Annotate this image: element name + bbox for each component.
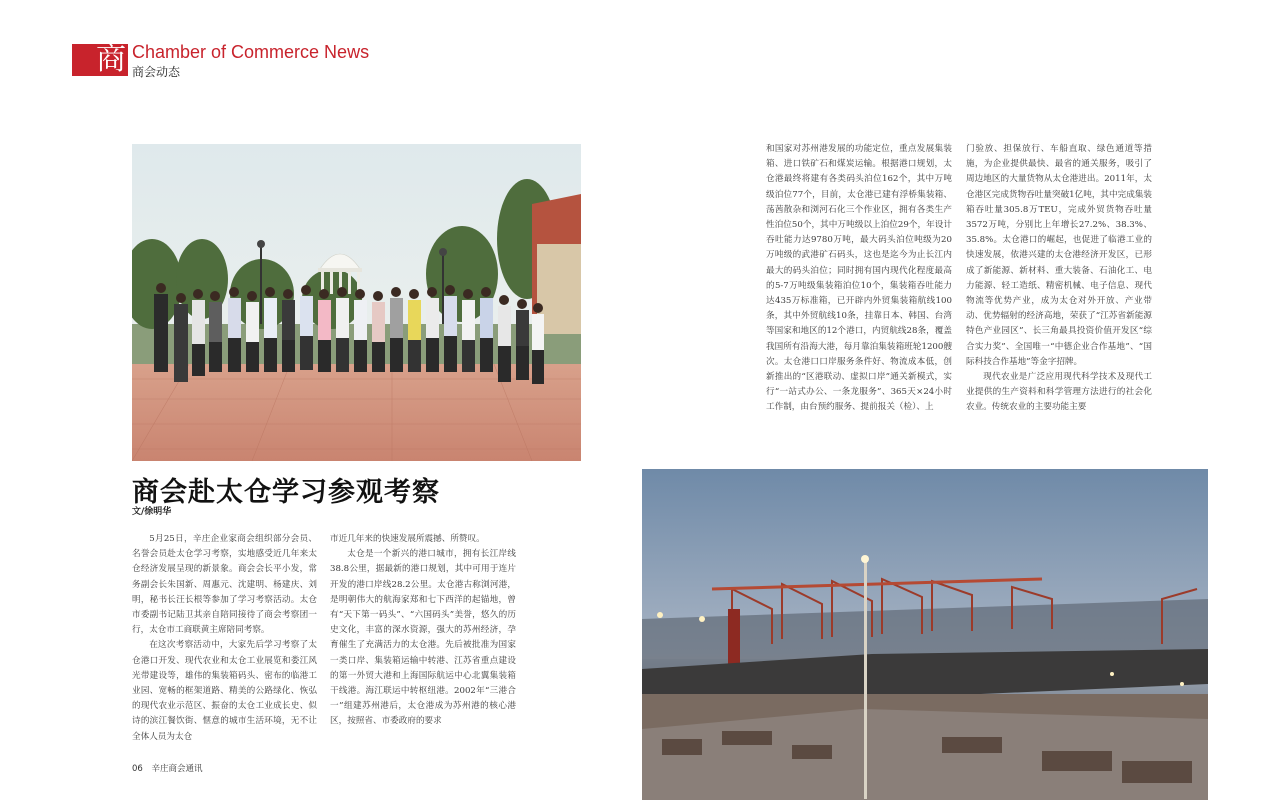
article-column-2 [330,532,516,760]
page-footer [132,762,203,774]
article-paragraph: 市近几年来的快速发展所震撼、所赞叹。 [330,534,485,544]
port-photo [642,469,1208,800]
port-photo-image [642,469,1208,800]
article-paragraph: 门验放、担保放行、车船直取、绿色通道等措施，为企业提供最快、最省的通关服务，吸引了周边地区的大量货物从太仓港进出。2011年，太仓港区完成货物吞吐量突破1亿吨，其中完成集装箱吞吐量305.8万TEU，完成外贸货物吞吐量3572万吨，分别比上年增长27.2%、38.3%、35.8%。太仓港口的崛起，也促进了临港工业的快速发展，依港兴建的太仓港经济开发区，已形成了新能源、新材料、重大装备、石油化工、电力能源、轻工造纸、精密机械、电子信息、现代物流等优势产业，成为太仓对外开放、产业带动、优势辐射的经济高地，荣获了“江苏省新能源特色产业园区”、长三角最具投资价值开发区“综合实力奖”、全国唯一“中德企业合作基地”、“国际科技合作基地”等金字招牌。 [966,144,1152,367]
article-paragraph: 太仓是一个新兴的港口城市，拥有长江岸线38.8公里，据最新的港口规划，其中可用于连片开发的港口岸线28.2公里。太仓港古称浏河港，是明朝伟大的航海家郑和七下西洋的起锚地，曾有“天下第一码头”、“六国码头”美誉，悠久的历史文化，丰富的深水资源，强大的苏州经济，孕育催生了充满活力的太仓港。先后被批准为国家一类口岸、集装箱运输中转港、江苏省重点建设的第一外贸大港和上海国际航运中心北翼集装箱干线港。海江联运中转枢纽港。2002年“三港合一”组建苏州港后，太仓港成为苏州港的核心港区，按照省、市委政府的要求 [330,549,516,727]
section-title-cn: 商会动态 [132,65,181,79]
article-column-4 [966,142,1152,442]
article-column-3 [766,142,952,442]
section-logo: 商 [72,44,128,76]
article-paragraph: 现代农业是广泛应用现代科学技术及现代工业提供的生产资料和科学管理方法进行的社会化农业。传统农业的主要功能主要 [966,372,1152,413]
article-byline: 文/徐明华 [132,507,172,517]
section-title-en: Chamber of Commerce News [132,42,370,62]
article-paragraph: 5月25日，辛庄企业家商会组织部分会员、名誉会员赴太仓学习考察，实地感受近几年来太仓经济发展呈现的新景象。商会会长平小发，常务副会长朱国新、周惠元、沈建明、杨建庆、刘明，秘书长汪长根等参加了学习考察活动。太仓市委副书记陆卫其亲自陪同接待了商会考察团一行，太仓市工商联黄主席陪同考察。 [132,534,317,636]
group-photo-image [132,144,581,461]
article-paragraph: 和国家对苏州港发展的功能定位，重点发展集装箱、进口铁矿石和煤炭运输。根据港口规划，太仓港最终将建有各类码头泊位162个，其中万吨级泊位77个，目前，太仓港已建有浮桥集装箱、荡茜散杂和浏河石化三个作业区，拥有各类生产性泊位50个，其中万吨级以上泊位29个，年设计吞吐能力达9780万吨，最大码头泊位吨级为20万吨级的武港矿石码头，这也是迄今为止长江内最大的码头泊位；同时拥有国内现代化程度最高的5-7万吨级集装箱泊位10个，集装箱吞吐能力达435万标准箱，已开辟内外贸集装箱航线100条，其中外贸航线10条，挂靠日本、韩国、台湾等国家和地区的12个港口，内贸航线28条，覆盖我国所有沿海大港，每月靠泊集装箱班轮1200艘次。太仓港口口岸服务条件好、物流成本低，创新推出的“区港联动、虚拟口岸”通关新模式，实行“一站式办公、一条龙服务”、365天×24小时工作制，由台预约服务、提前报关（检）、上 [766,144,952,413]
publication-name: 辛庄商会通讯 [151,764,203,774]
article-headline: 商会赴太仓学习参观考察 [132,477,440,508]
article-paragraph: 在这次考察活动中，大家先后学习考察了太仓港口开发、现代农业和太仓工业展览和娄江风光带建设等，雄伟的集装箱码头、密布的临港工业园、宽畅的框架道路、精美的公路绿化、恢弘的现代农业示范区、振奋的太仓工业成长史、似诗的滨江餐饮街、惬意的城市生活环境，无不让全体人员为太仓 [132,640,317,742]
page-number: 06 [132,764,143,774]
article-column-1 [132,532,317,760]
group-photo [132,144,581,461]
